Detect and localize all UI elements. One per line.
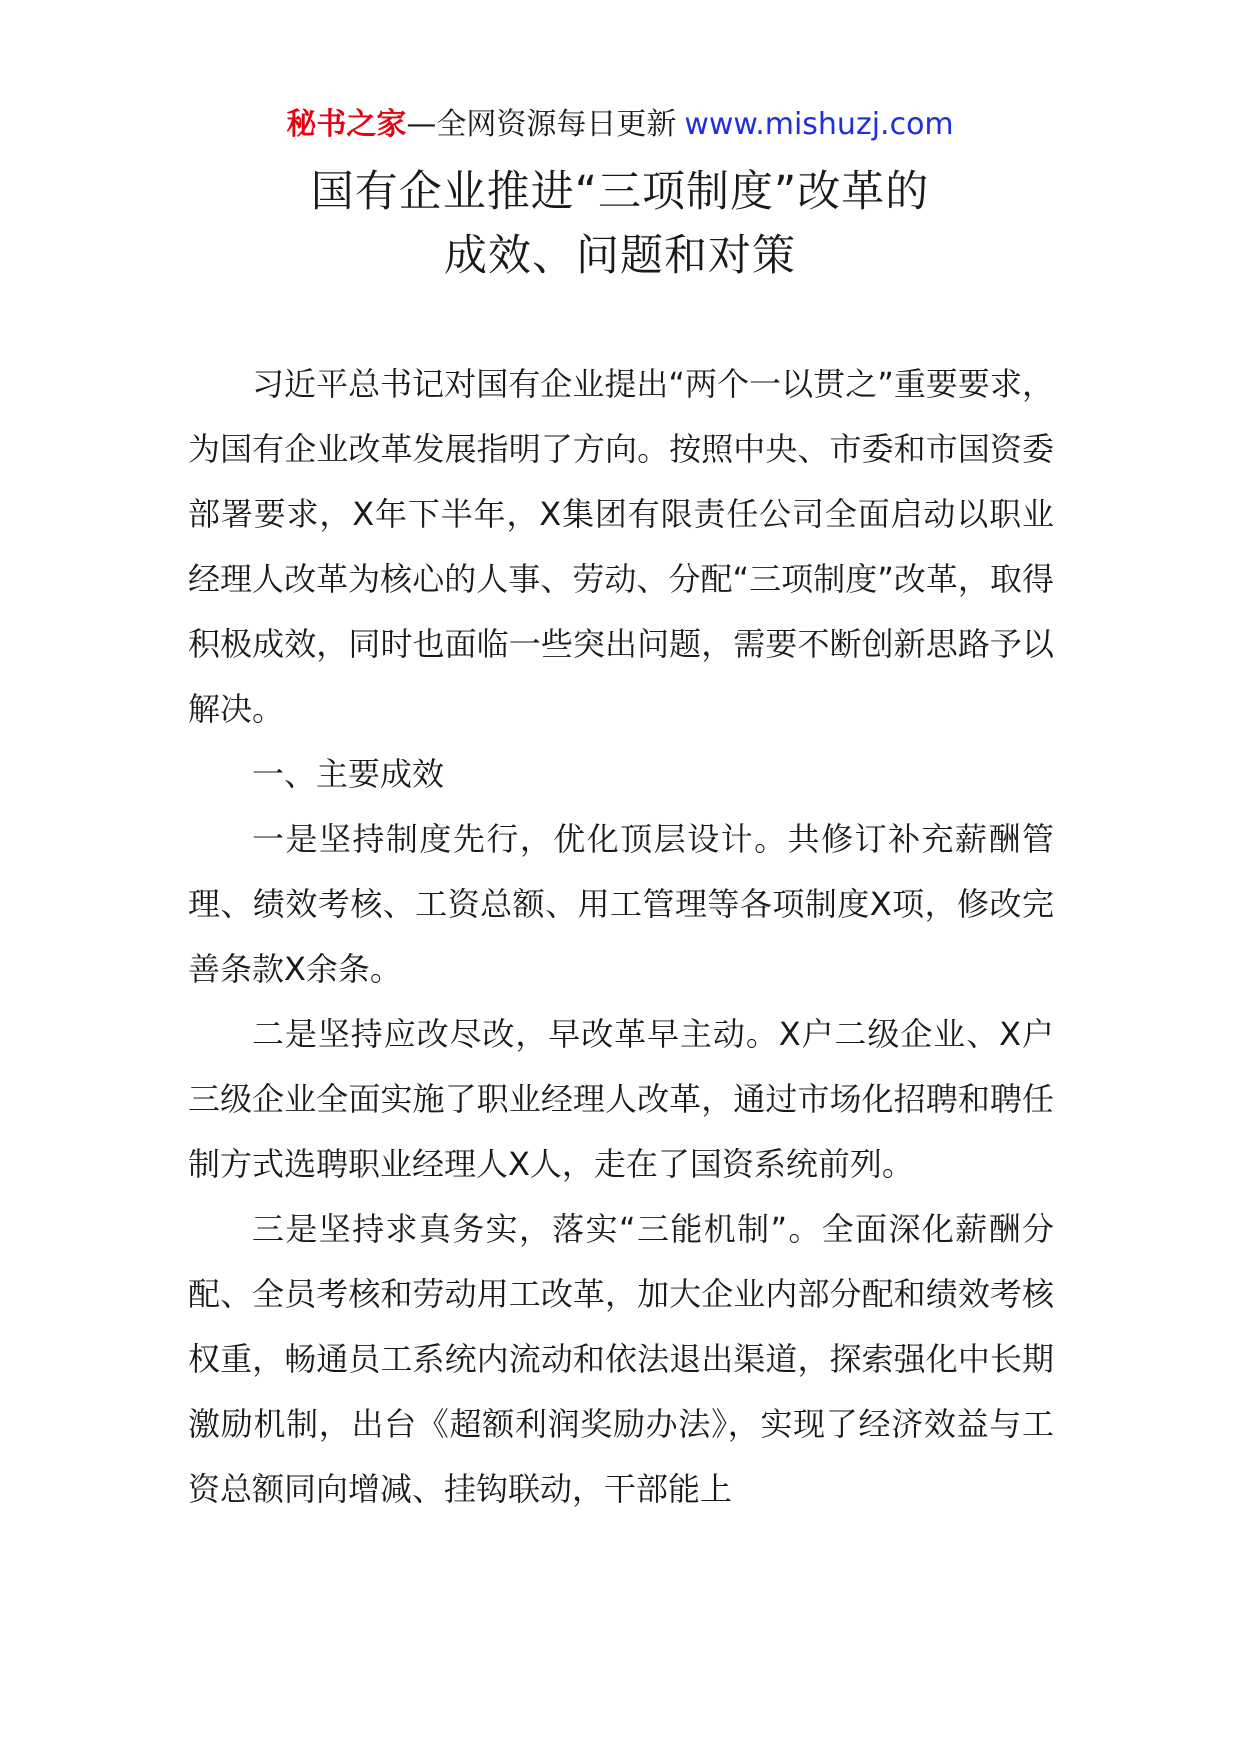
document-title bbox=[0, 160, 1240, 288]
intro-paragraph: 习近平总书记对国有企业提出“两个一以贯之”重要要求，为国有企业改革发展指明了方向。按照中央、市委和市国资委部署要求，X年下半年，X集团有限责任公司全面启动以职业经理人改革为核心的人事、劳动、分配“三项制度”改革，取得积极成效，同时也面临一些突出问题，需要不断创新思路予以解决。 bbox=[188, 365, 1054, 728]
site-header bbox=[0, 100, 1240, 150]
paragraph-point-3: 三是坚持求真务实，落实“三能机制”。全面深化薪酬分配、全员考核和劳动用工改革，加大企业内部分配和绩效考核权重，畅通员工系统内流动和依法退出渠道，探索强化中长期激励机制，出台《超额利润奖励办法》，实现了经济效益与工资总额同向增减、挂钩联动，干部能上 bbox=[188, 1210, 1054, 1508]
brand-name: 秘书之家 bbox=[286, 107, 407, 142]
header-tagline: —全网资源每日更新 bbox=[406, 107, 677, 142]
title-line-2: 成效、问题和对策 bbox=[444, 231, 796, 281]
site-url-link[interactable]: www.mishuzj.com bbox=[684, 107, 954, 142]
section-heading: 一、主要成效 bbox=[252, 755, 445, 793]
paragraph-point-2: 二是坚持应改尽改，早改革早主动。X户二级企业、X户三级企业全面实施了职业经理人改革，通过市场化招聘和聘任制方式选聘职业经理人X人，走在了国资系统前列。 bbox=[188, 1015, 1054, 1183]
title-line-1: 国有企业推进“三项制度”改革的 bbox=[310, 167, 930, 217]
document-body bbox=[188, 352, 1054, 1522]
paragraph-point-1: 一是坚持制度先行，优化顶层设计。共修订补充薪酬管理、绩效考核、工资总额、用工管理等各项制度X项，修改完善条款X余条。 bbox=[188, 820, 1054, 988]
